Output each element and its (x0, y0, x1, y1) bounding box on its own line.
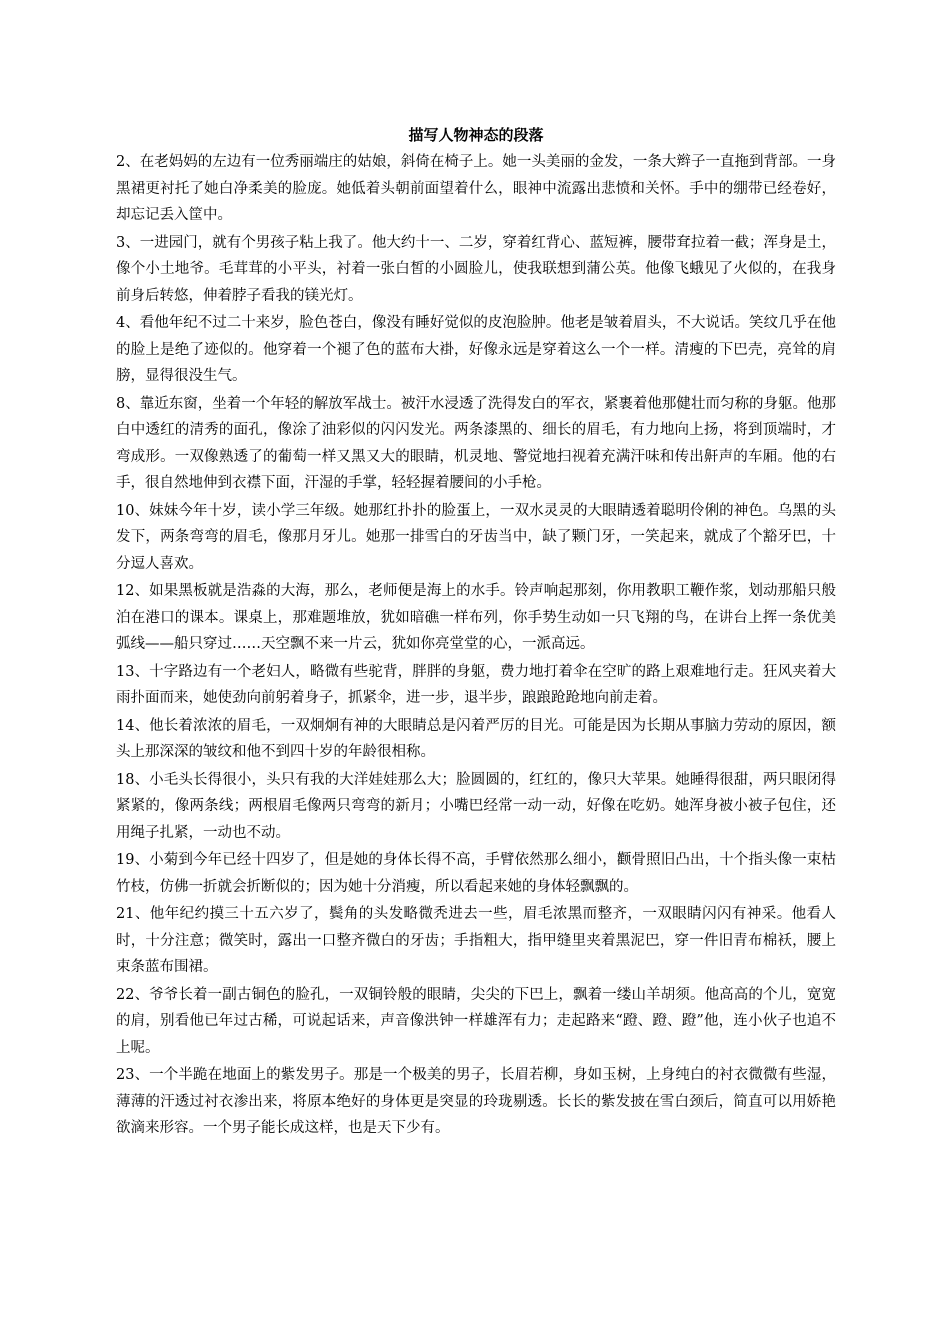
paragraph-8: 8、靠近东窗，坐着一个年轻的解放军战士。被汗水浸透了洗得发白的军衣，紧裹着他那健壮而匀称的身躯。他那白中透红的清秀的面孔，像涂了油彩似的闪闪发光。两条漆黑的、细长的眉毛，有力地向上扬，将到顶端时，才弯成形。一双像熟透了的葡萄一样又黑又大的眼睛，机灵地、警觉地扫视着充满汗味和传出鼾声的车厢。他的右手，很自然地伸到衣襟下面，汗湿的手掌，轻轻握着腰间的小手枪。 (116, 395, 836, 491)
paragraph-12: 12、如果黑板就是浩淼的大海，那么，老师便是海上的水手。铃声响起那刻，你用教职工鞭作浆，划动那船只般泊在港口的课本。课桌上，那难题堆放，犹如暗礁一样布列，你手势生动如一只飞翔的鸟，在讲台上挥一条优美弧线——船只穿过……天空飘不来一片云，犹如你亮堂堂的心，一派高远。 (116, 583, 836, 652)
paragraph-13: 13、十字路边有一个老妇人，略微有些驼背，胖胖的身躯，费力地打着伞在空旷的路上艰难地行走。狂风夹着大雨扑面而来，她使劲向前躬着身子，抓紧伞，进一步，退半步，踉踉跄跄地向前走着。 (116, 663, 836, 706)
paragraph-4: 4、看他年纪不过二十来岁，脸色苍白，像没有睡好觉似的皮泡脸肿。他老是皱着眉头，不大说话。笑纹几乎在他的脸上是绝了迹似的。他穿着一个褪了色的蓝布大褂，好像永远是穿着这么一个一样。清瘦的下巴壳，亮耸的肩膀，显得很没生气。 (116, 315, 836, 384)
paragraph-10: 10、妹妹今年十岁，读小学三年级。她那红扑扑的脸蛋上，一双水灵灵的大眼睛透着聪明伶俐的神色。乌黑的头发下，两条弯弯的眉毛，像那月牙儿。她那一排雪白的牙齿当中，缺了颗门牙，一笑起来，就成了个豁牙巴，十分逗人喜欢。 (116, 502, 836, 572)
paragraph-23: 23、一个半跪在地面上的紫发男子。那是一个极美的男子，长眉若柳，身如玉树，上身纯白的衬衣微微有些湿，薄薄的汗透过衬衣渗出来，将原本绝好的身体更是突显的玲珑剔透。长长的紫发披在雪白颈后，简直可以用娇艳欲滴来形容。一个男子能长成这样，也是天下少有。 (116, 1067, 836, 1136)
paragraph-21: 21、他年纪约摸三十五六岁了，鬓角的头发略微秃进去一些，眉毛浓黑而整齐，一双眼睛闪闪有神采。他看人时，十分注意；微笑时，露出一口整齐微白的牙齿；手指粗大，指甲缝里夹着黑泥巴，穿一件旧青布棉袄，腰上束条蓝布围裙。 (116, 906, 836, 975)
paragraph-19: 19、小菊到今年已经十四岁了，但是她的身体长得不高，手臂依然那么细小，颧骨照旧凸出，十个指头像一束枯竹枝，仿佛一折就会折断似的；因为她十分消瘦，所以看起来她的身体轻飘飘的。 (116, 852, 836, 895)
paragraph-18: 18、小毛头长得很小，头只有我的大洋娃娃那么大；脸圆圆的，红红的，像只大苹果。她睡得很甜，两只眼闭得紧紧的，像两条线；两根眉毛像两只弯弯的新月；小嘴巴经常一动一动，好像在吃奶。她浑身被小被子包住，还用绳子扎紧，一动也不动。 (116, 771, 836, 841)
paragraph-2: 2、在老妈妈的左边有一位秀丽端庄的姑娘，斜倚在椅子上。她一头美丽的金发，一条大辫子一直拖到背部。一身黑裙更衬托了她白净柔美的脸庞。她低着头朝前面望着什么，眼神中流露出悲愤和关怀。手中的绷带已经卷好，却忘记丢入筐中。 (116, 154, 836, 223)
paragraph-14: 14、他长着浓浓的眉毛，一双炯炯有神的大眼睛总是闪着严厉的目光。可能是因为长期从事脑力劳动的原因，额头上那深深的皱纹和他不到四十岁的年龄很相称。 (116, 717, 836, 760)
document-title: 描写人物神态的段落 (408, 126, 544, 144)
document-page (116, 124, 836, 1143)
paragraph-3: 3、一进园门，就有个男孩子粘上我了。他大约十一、二岁，穿着红背心、蓝短裤，腰带耷拉着一截；浑身是土，像个小土地爷。毛茸茸的小平头，衬着一张白皙的小圆脸儿，使我联想到蒲公英。他像飞蛾见了火似的，在我身前身后转悠，伸着脖子看我的镁光灯。 (116, 234, 836, 304)
paragraph-22: 22、爷爷长着一副古铜色的脸孔，一双铜铃般的眼睛，尖尖的下巴上，飘着一缕山羊胡须。他高高的个儿，宽宽的肩，别看他已年过古稀，可说起话来，声音像洪钟一样雄浑有力；走起路来“蹬、蹬、蹬”他，连小伙子也追不上呢。 (116, 986, 836, 1056)
